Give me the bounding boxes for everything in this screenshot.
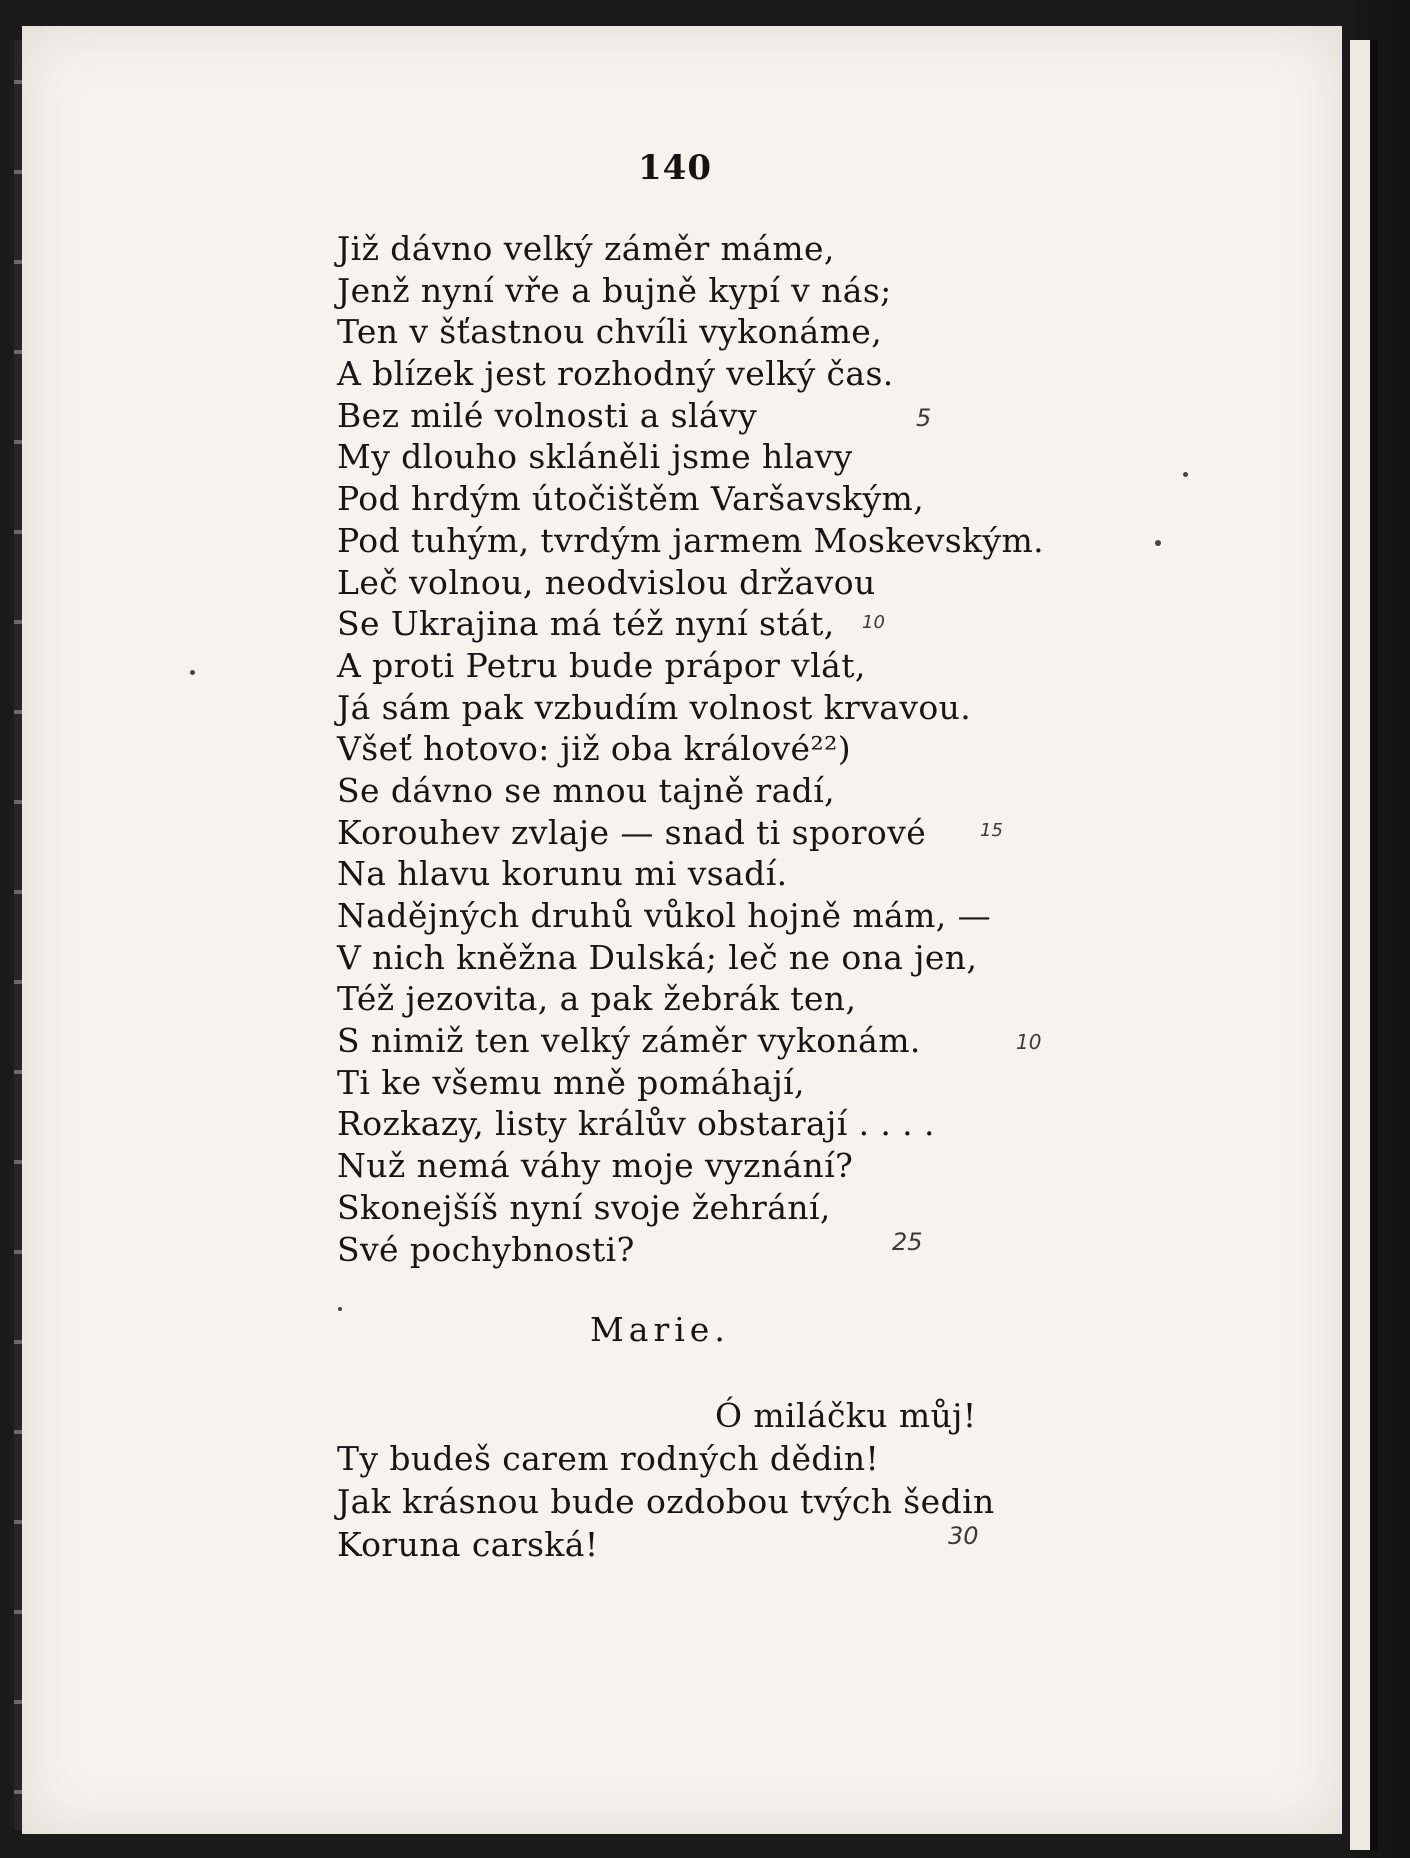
- poem-line: A blízek jest rozhodný velký čas.: [337, 354, 894, 394]
- poem-line: Nuž nemá váhy moje vyznání?: [337, 1146, 854, 1186]
- handwritten-line-count: 15: [980, 820, 1003, 841]
- poem-line: My dlouho skláněli jsme hlavy: [337, 437, 853, 477]
- poem-line: Též jezovita, a pak žebrák ten,: [337, 979, 857, 1019]
- page-number: 140: [638, 148, 712, 188]
- handwritten-line-count: 10: [1016, 1030, 1042, 1054]
- poem-line: S nimiž ten velký záměr vykonám.: [337, 1021, 921, 1061]
- facing-page-strip: [1350, 40, 1370, 1850]
- poem-line: Své pochybnosti?: [337, 1229, 635, 1269]
- poem-line: Na hlavu korunu mi vsadí.: [337, 854, 788, 894]
- poem-line: Bez milé volnosti a slávy: [337, 395, 758, 435]
- ink-speck: [190, 670, 195, 675]
- poem-line: Rozkazy, listy králův obstarají . . . .: [337, 1104, 935, 1144]
- speaker-name: Marie.: [590, 1310, 730, 1349]
- poem-line: Ti ke všemu mně pomáhají,: [337, 1062, 805, 1102]
- poem-line: Leč volnou, neodvislou državou: [337, 562, 876, 602]
- handwritten-line-count: 25: [892, 1228, 923, 1256]
- reply-line: Koruna carská!: [337, 1525, 599, 1564]
- poem-line: Pod hrdým útočištěm Varšavským,: [337, 479, 925, 519]
- reply-line: Ó miláčku můj!: [715, 1396, 977, 1435]
- handwritten-line-count: 30: [948, 1522, 979, 1550]
- poem-line: Skonejšíš nyní svoje žehrání,: [337, 1187, 831, 1227]
- poem-line: Já sám pak vzbudím volnost krvavou.: [337, 687, 972, 727]
- binding-gutter: [1370, 40, 1378, 1850]
- poem-line: Pod tuhým, tvrdým jarmem Moskevským.: [337, 520, 1045, 560]
- poem-line: Ten v šťastnou chvíli vykonáme,: [337, 312, 883, 352]
- poem-line: Všeť hotovo: již oba králové²²): [337, 729, 852, 769]
- poem-line: V nich kněžna Dulská; leč ne ona jen,: [337, 937, 978, 977]
- poem-line: Již dávno velký záměr máme,: [337, 229, 835, 268]
- ink-speck: [1155, 540, 1161, 546]
- reply-line: Jak krásnou bude ozdobou tvých šedin: [337, 1482, 995, 1521]
- poem-stanza: [337, 228, 1044, 1270]
- poem-line: Nadějných druhů vůkol hojně mám, —: [337, 896, 991, 935]
- reply-line: Ty budeš carem rodných dědin!: [337, 1439, 880, 1478]
- handwritten-line-count: 5: [916, 404, 932, 432]
- right-page-edge: [1342, 0, 1410, 1858]
- reply-stanza: [337, 1394, 995, 1566]
- poem-line: Se dávno se mnou tajně radí,: [337, 770, 836, 810]
- ink-speck: [338, 1307, 342, 1311]
- poem-line: A proti Petru bude prápor vlát,: [337, 645, 866, 685]
- ink-speck: [1183, 472, 1188, 477]
- poem-line: Korouhev zvlaje — snad ti sporové: [337, 812, 927, 852]
- handwritten-line-count: 10: [862, 612, 885, 633]
- poem-line: Se Ukrajina má též nyní stát,: [337, 604, 835, 644]
- poem-line: Jenž nyní vře a bujně kypí v nás;: [337, 270, 892, 310]
